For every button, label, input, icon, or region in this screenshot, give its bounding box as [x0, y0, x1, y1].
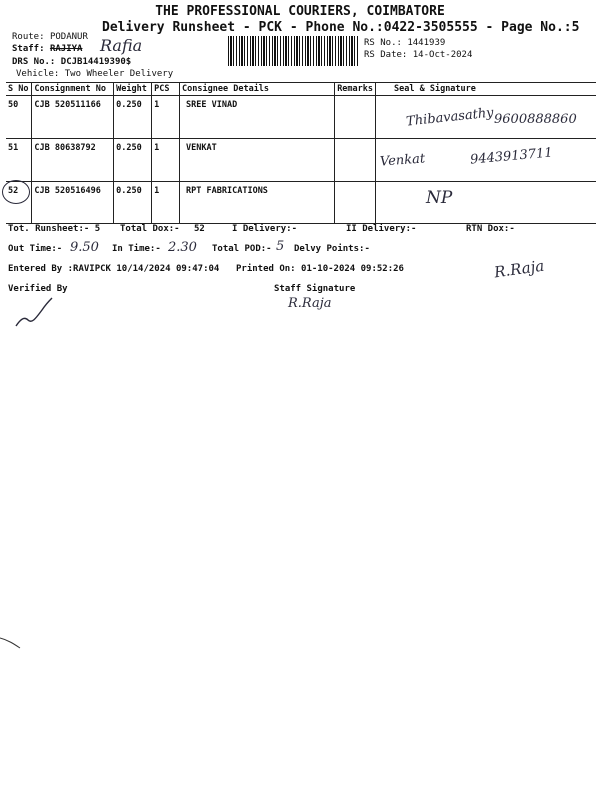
entered-by: Entered By :RAVIPCK 10/14/2024 09:47:04: [8, 264, 220, 274]
tot-runsheet: Tot. Runsheet:- 5: [8, 224, 101, 234]
total-pod-label: Total POD:-: [212, 244, 272, 254]
route-value: PODANUR: [49, 32, 88, 42]
col-pcs: PCS: [152, 83, 180, 96]
staff-signature-label: Staff Signature: [274, 284, 356, 294]
cell-weight: 0.250: [114, 139, 152, 182]
ii-delivery: II Delivery:-: [346, 224, 417, 234]
handwritten-receiver-phone: 9443913711: [469, 145, 554, 168]
runsheet-table: [6, 82, 596, 224]
table-header-row: [6, 83, 596, 96]
staff-handwritten-signature: R.Raja: [288, 296, 332, 311]
cell-consignment: CJB 80638792: [32, 139, 114, 182]
cell-consignment: CJB 520511166: [32, 96, 114, 139]
cell-consignee: RPT FABRICATIONS: [180, 182, 335, 224]
drs-line: [12, 57, 131, 67]
cell-remarks: [335, 139, 376, 182]
rs-number: RS No.: 1441939: [364, 38, 446, 48]
cell-sno: 50: [6, 96, 32, 139]
table-row: [6, 182, 596, 224]
total-dox-label: Total Dox:-: [120, 224, 180, 234]
header-handwritten-signature: Rafia: [100, 36, 143, 55]
cell-remarks: [335, 182, 376, 224]
i-delivery: I Delivery:-: [232, 224, 298, 234]
cell-pcs: 1: [152, 139, 180, 182]
cell-signature: [376, 182, 596, 224]
circle-mark: [2, 180, 30, 204]
total-pod-value: 5: [276, 239, 285, 254]
col-weight: Weight: [114, 83, 152, 96]
cell-sno: [6, 182, 32, 224]
handwritten-receiver-name: Venkat: [379, 151, 426, 170]
staff-line: [12, 44, 82, 54]
route-label: Route:: [12, 32, 45, 42]
cell-consignment: CJB 520516496: [32, 182, 114, 224]
out-time-label: Out Time:-: [8, 244, 63, 254]
sno-value: 52: [8, 186, 19, 196]
in-time-label: In Time:-: [112, 244, 161, 254]
cell-pcs: 1: [152, 182, 180, 224]
delvy-points: Delvy Points:-: [294, 244, 370, 254]
runsheet-subtitle: Delivery Runsheet - PCK - Phone No.:0422-3505555 - Page No.:5: [102, 20, 580, 35]
staff-value: RAJIYA: [49, 44, 83, 54]
cell-pcs: 1: [152, 96, 180, 139]
col-consignment: Consignment No: [32, 83, 114, 96]
cell-weight: 0.250: [114, 96, 152, 139]
printed-on: Printed On: 01-10-2024 09:52:26: [236, 264, 404, 274]
verified-by-label: Verified By: [8, 284, 68, 294]
rtn-dox: RTN Dox:-: [466, 224, 515, 234]
company-title: THE PROFESSIONAL COURIERS, COIMBATORE: [155, 4, 445, 19]
drs-value: DCJB14419390$: [60, 57, 132, 67]
verified-signature-scribble: [14, 296, 54, 330]
cell-remarks: [335, 96, 376, 139]
cell-weight: 0.250: [114, 182, 152, 224]
col-sno: S No: [6, 83, 32, 96]
staff-label: Staff:: [12, 44, 45, 54]
table-row: [6, 96, 596, 139]
col-remarks: Remarks: [335, 83, 376, 96]
total-dox-value: 52: [194, 224, 205, 234]
drs-label: DRS No.:: [12, 57, 56, 67]
table-row: [6, 139, 596, 182]
in-time-value: 2.30: [168, 240, 197, 255]
col-seal-signature: Seal & Signature: [376, 83, 596, 96]
route-line: [12, 32, 88, 42]
handwritten-initials: R.Raja: [492, 256, 546, 282]
cell-consignee: VENKAT: [180, 139, 335, 182]
rs-date: RS Date: 14-Oct-2024: [364, 50, 473, 60]
barcode-image: [228, 36, 358, 66]
handwritten-np-mark: NP: [426, 188, 453, 208]
col-consignee: Consignee Details: [180, 83, 335, 96]
stray-pen-mark: [0, 636, 24, 650]
cell-signature: [376, 139, 596, 182]
cell-sno: 51: [6, 139, 32, 182]
cell-consignee: SREE VINAD: [180, 96, 335, 139]
handwritten-receiver-phone: 9600888860: [494, 112, 577, 127]
handwritten-receiver-name: Thibavasathy: [405, 105, 495, 130]
out-time-value: 9.50: [70, 240, 99, 255]
vehicle-line: Vehicle: Two Wheeler Delivery: [16, 69, 174, 79]
cell-signature: [376, 96, 596, 139]
